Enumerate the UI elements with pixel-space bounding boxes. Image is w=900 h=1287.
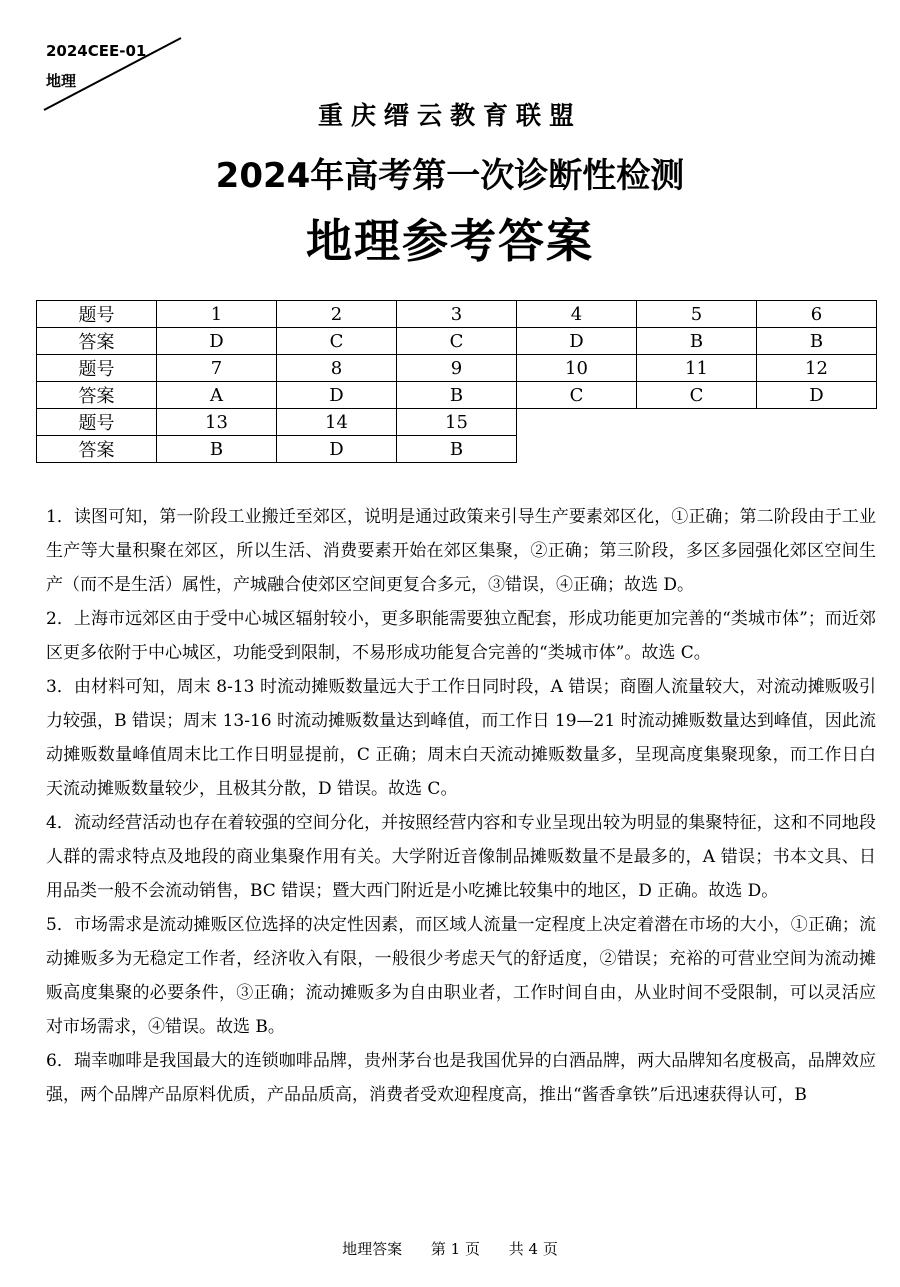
empty-cell [757, 409, 877, 436]
answer-cell: B [397, 382, 517, 409]
question-number-cell: 14 [277, 409, 397, 436]
page-title: 地理参考答案 [306, 214, 594, 268]
footer-doc-name: 地理答案 [342, 1240, 403, 1258]
answer-row [37, 436, 877, 463]
question-row [37, 301, 877, 328]
subject-label: 地理 [46, 72, 77, 90]
answer-cell: B [157, 436, 277, 463]
answer-cell: B [397, 436, 517, 463]
answer-cell: D [517, 328, 637, 355]
document-code: 2024CEE-01 [46, 42, 147, 60]
explanation-paragraph: 5．市场需求是流动摊贩区位选择的决定性因素，而区域人流量一定程度上决定着潜在市场的大小，①正确；流动摊贩多为无稳定工作者，经济收入有限，一般很少考虑天气的舒适度，②错误；充裕的可营业空间为流动摊贩高度集聚的必要条件，③正确；流动摊贩多为自由职业者，工作时间自由，从业时间不受限制，可以灵活应对市场需求，④错误。故选 B。 [46, 915, 876, 1037]
question-number-cell: 3 [397, 301, 517, 328]
answer-table [36, 300, 877, 463]
answer-cell: B [757, 328, 877, 355]
question-number-cell: 11 [637, 355, 757, 382]
question-number-cell: 4 [517, 301, 637, 328]
empty-cell [517, 409, 637, 436]
answer-cell: D [757, 382, 877, 409]
question-number-cell: 6 [757, 301, 877, 328]
question-number-cell: 2 [277, 301, 397, 328]
answer-cell: C [277, 328, 397, 355]
question-number-cell: 5 [637, 301, 757, 328]
explanation-paragraph: 3．由材料可知，周末 8-13 时流动摊贩数量远大于工作日同时段，A 错误；商圈人流量较大，对流动摊贩吸引力较强，B 错误；周末 13-16 时流动摊贩数量达到峰值，而工作日 19—21 时流动摊贩数量达到峰值，因此流动摊贩数量峰值周末比工作日明显提前，C 正确；周末白天流动摊贩数量多，呈现高度集聚现象，而工作日白天流动摊贩数量较少，且极其分散，D 错误。故选 C。 [46, 677, 876, 799]
empty-cell [757, 436, 877, 463]
answer-header-cell: 答案 [37, 382, 157, 409]
answer-cell: D [277, 382, 397, 409]
explanation-paragraph: 4．流动经营活动也存在着较强的空间分化，并按照经营内容和专业呈现出较为明显的集聚特征，这和不同地段人群的需求特点及地段的商业集聚作用有关。大学附近音像制品摊贩数量不是最多的，A 错误；书本文具、日用品类一般不会流动销售，BC 错误；暨大西门附近是小吃摊比较集中的地区，D 正确。故选 D。 [46, 813, 876, 901]
answer-header-cell: 答案 [37, 328, 157, 355]
explanation-paragraph: 1．读图可知，第一阶段工业搬迁至郊区，说明是通过政策来引导生产要素郊区化，①正确；第二阶段由于工业生产等大量积聚在郊区，所以生活、消费要素开始在郊区集聚，②正确；第三阶段，多区多园强化郊区空间生产（而不是生活）属性，产城融合使郊区空间更复合多元，③错误，④正确；故选 D。 [46, 507, 876, 595]
question-header-cell: 题号 [37, 301, 157, 328]
answer-row [37, 328, 877, 355]
footer-page-number: 第 1 页 [430, 1240, 480, 1258]
question-number-cell: 9 [397, 355, 517, 382]
question-header-cell: 题号 [37, 355, 157, 382]
empty-cell [637, 436, 757, 463]
question-row [37, 409, 877, 436]
empty-cell [517, 436, 637, 463]
page-footer [0, 1238, 900, 1259]
question-header-cell: 题号 [37, 409, 157, 436]
answer-row [37, 382, 877, 409]
answer-cell: A [157, 382, 277, 409]
question-number-cell: 15 [397, 409, 517, 436]
question-number-cell: 1 [157, 301, 277, 328]
explanation-paragraph: 2．上海市远郊区由于受中心城区辐射较小，更多职能需要独立配套，形成功能更加完善的“类城市体”；而近郊区更多依附于中心城区，功能受到限制，不易形成功能复合完善的“类城市体”。故选 C。 [46, 609, 876, 663]
answer-cell: C [397, 328, 517, 355]
question-number-cell: 12 [757, 355, 877, 382]
empty-cell [637, 409, 757, 436]
question-number-cell: 13 [157, 409, 277, 436]
answer-cell: B [637, 328, 757, 355]
answer-header-cell: 答案 [37, 436, 157, 463]
answer-cell: D [277, 436, 397, 463]
answer-cell: C [637, 382, 757, 409]
question-row [37, 355, 877, 382]
organization-title: 重庆缙云教育联盟 [317, 101, 582, 130]
explanation-paragraph: 6．瑞幸咖啡是我国最大的连锁咖啡品牌，贵州茅台也是我国优异的白酒品牌，两大品牌知名度极高，品牌效应强，两个品牌产品原料优质，产品品质高，消费者受欢迎程度高，推出“酱香拿铁”后迅速获得认可，B [46, 1051, 876, 1105]
answer-cell: D [157, 328, 277, 355]
question-number-cell: 7 [157, 355, 277, 382]
exam-title: 2024年高考第一次诊断性检测 [215, 156, 685, 196]
explanations [46, 500, 876, 1112]
answer-cell: C [517, 382, 637, 409]
question-number-cell: 10 [517, 355, 637, 382]
footer-total-pages: 共 4 页 [508, 1240, 558, 1258]
question-number-cell: 8 [277, 355, 397, 382]
